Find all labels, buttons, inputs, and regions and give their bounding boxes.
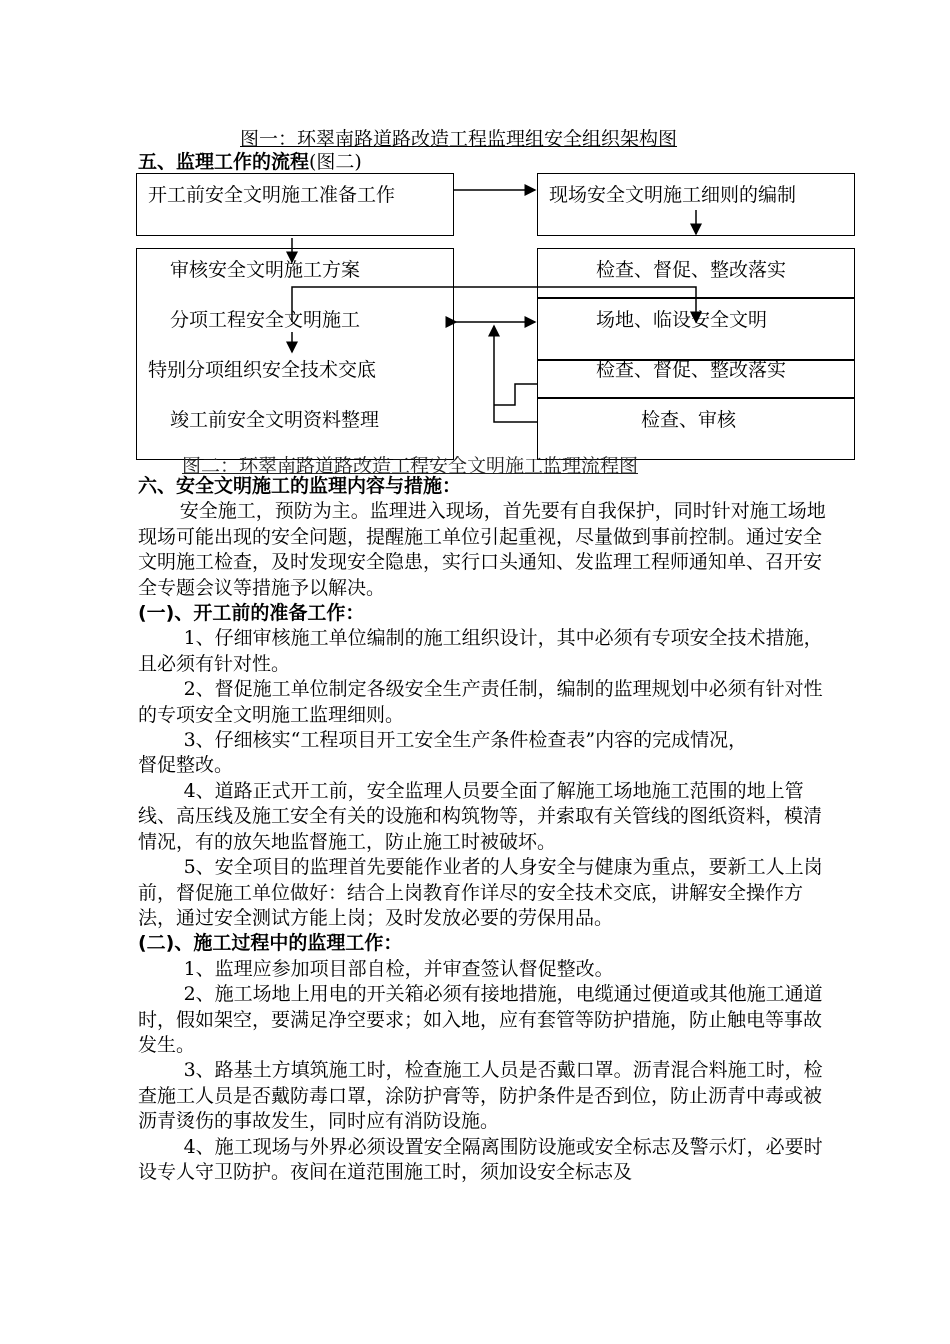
part1-item-4: 4、道路正式开工前，安全监理人员要全面了解施工场地施工范围的地上管线、高压线及施工安全有关的设施和构筑物等，并索取有关管线的图纸资料，模清情况，有的放矢地监督施工，防止施工时被破坏。	[138, 779, 823, 853]
part2-item-4: 4、施工现场与外界必须设置安全隔离围防设施或安全标志及警示灯，必要时设专人守卫防护。夜间在道范围施工时，须加设安全标志及	[138, 1135, 823, 1183]
part2-item-2: 2、施工场地上用电的开关箱必须有接地措施，电缆通过便道或其他施工通道时，假如架空，要满足净空要求；如入地，应有套管等防护措施，防止触电等事故发生。	[138, 983, 823, 1056]
figure2-caption: 图二：环翠南路道路改造工程安全文明施工监理流程图	[182, 455, 639, 477]
part2-item-3: 3、路基土方填筑施工时，检查施工人员是否戴口罩。沥青混合料施工时，检查施工人员是否戴防毒口罩，涂防护膏等，防护条件是否到位，防止沥青中毒或被沥青烫伤的事故发生，同时应有消防设施。	[138, 1059, 823, 1133]
part1-item-3-cont: 督促整改。	[138, 754, 234, 777]
flow-right-3: 场地、临设安全文明	[596, 309, 768, 331]
flow-left-2: 审核安全文明施工方案	[170, 259, 361, 281]
part1-item-5: 5、安全项目的监理首先要能作业者的人身安全与健康为重点，要新工人上岗前，督促施工单位做好：结合上岗教育作详尽的安全技术交底，讲解安全操作方法，通过安全测试方能上岗；及时发放必要的劳保用品。	[138, 856, 823, 929]
document-body	[138, 474, 838, 1185]
flow-right-1: 现场安全文明施工细则的编制	[549, 184, 797, 206]
part1-item-2: 2、督促施工单位制定各级安全生产责任制，编制的监理规划中必须有针对性的专项安全文明施工监理细则。	[138, 678, 823, 726]
part1-heading: (一)、开工前的准备工作：	[138, 602, 365, 625]
section6-intro: 安全施工，预防为主。监理进入现场，首先要有自我保护，同时针对施工场地现场可能出现的安全问题，提醒施工单位引起重视，尽量做到事前控制。通过安全文明施工检查，及时发现安全隐患，实行口头通知、发监理工程师通知单、召开安全专题会议等措施予以解决。	[138, 500, 826, 599]
figure1-caption: 图一：环翠南路道路改造工程监理组安全组织架构图	[240, 128, 678, 150]
flow-line-return	[494, 384, 537, 405]
part1-item-1: 1、仔细审核施工单位编制的施工组织设计，其中必须有专项安全技术措施，且必须有针对性。	[138, 627, 823, 675]
flow-left-4: 特别分项组织安全技术交底	[148, 359, 377, 381]
flow-right-4: 检查、督促、整改落实	[596, 359, 787, 381]
section5-title: 五、监理工作的流程	[138, 151, 310, 173]
flow-left-5: 竣工前安全文明资料整理	[170, 409, 380, 431]
flow-left-1: 开工前安全文明施工准备工作	[148, 184, 396, 206]
flow-right-2: 检查、督促、整改落实	[596, 259, 787, 281]
flow-left-3: 分项工程安全文明施工	[170, 309, 361, 331]
part1-item-3: 3、仔细核实“工程项目开工安全生产条件检查表”内容的完成情况，	[183, 729, 748, 752]
flow-line-bottom-up	[494, 326, 537, 422]
part2-heading: (二)、施工过程中的监理工作：	[138, 932, 403, 955]
flow-right-5: 检查、审核	[641, 409, 737, 431]
section5-ref: (图二)	[309, 151, 362, 173]
flow-connectors	[0, 0, 950, 480]
part2-item-1: 1、监理应参加项目部自检，并审查签认督促整改。	[183, 957, 614, 980]
section6-heading: 六、安全文明施工的监理内容与措施：	[138, 475, 462, 497]
